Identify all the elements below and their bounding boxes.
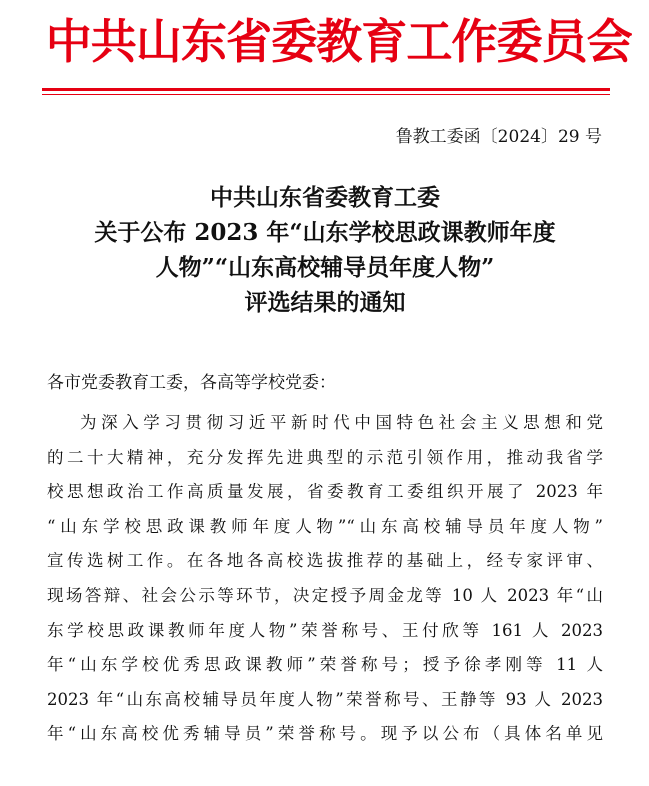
body-line: 的二十大精神，充分发挥先进典型的示范引领作用，推动我省学 xyxy=(47,447,603,467)
title-line-3: 人物”“山东高校辅导员年度人物” xyxy=(155,254,495,281)
title-line-4: 评选结果的通知 xyxy=(244,289,406,316)
addressee: 各市党委教育工委，各高等学校党委： xyxy=(47,373,336,393)
body-line: 东学校思政课教师年度人物”荣誉称号、王付欣等 161 人 2023 xyxy=(47,620,603,640)
title-line-2: 关于公布 2023 年“山东学校思政课教师年度 xyxy=(94,219,556,246)
body-line: 年“山东高校优秀辅导员”荣誉称号。现予以公布（具体名单见 xyxy=(47,724,603,744)
body-paragraph xyxy=(47,406,603,752)
body-line: 宣传选树工作。在各地各高校选拔推荐的基础上，经专家评审、 xyxy=(47,551,603,571)
title-line-1: 中共山东省委教育工委 xyxy=(210,184,440,211)
header-divider-thick xyxy=(42,88,610,91)
body-line: 2023 年“山东高校辅导员年度人物”荣誉称号、王静等 93 人 2023 xyxy=(47,689,603,709)
organization-header: 中共山东省委教育工作委员会 xyxy=(45,15,632,70)
body-line: 现场答辩、社会公示等环节，决定授予周金龙等 10 人 2023 年“山 xyxy=(47,585,603,605)
document-number: 鲁教工委函〔2024〕29 号 xyxy=(395,127,602,147)
header-divider-thin xyxy=(42,94,610,95)
body-line: 校思想政治工作高质量发展，省委教育工委组织开展了 2023 年 xyxy=(47,482,603,502)
body-line: 为深入学习贯彻习近平新时代中国特色社会主义思想和党 xyxy=(80,413,603,432)
body-line: 年“山东学校优秀思政课教师”荣誉称号；授予徐孝刚等 11 人 xyxy=(47,655,603,675)
document-title xyxy=(40,180,610,320)
body-line: “山东学校思政课教师年度人物”“山东高校辅导员年度人物” xyxy=(47,516,603,536)
